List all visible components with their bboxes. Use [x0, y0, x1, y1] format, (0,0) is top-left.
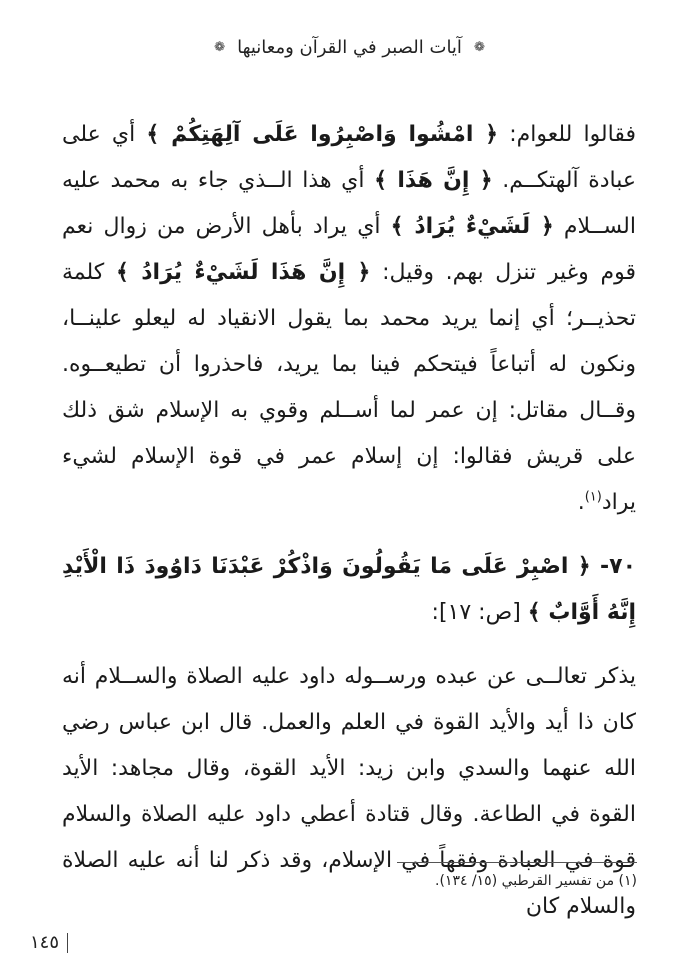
footnote-marker: (١) [584, 489, 602, 505]
page-number-divider [67, 933, 68, 953]
paragraph-commentary [62, 112, 636, 526]
page-number-value: ١٤٥ [30, 932, 60, 953]
quran-quote: ﴿ امْشُوا وَاصْبِرُوا عَلَى آلِهَتِكُمْ ﴾ [146, 122, 499, 147]
text-run: كلمة تحذيــر؛ أي إنما يريد محمد بما يقول الانقياد له ليعلو علينــا، ونكون له أتباعاً فيتحكم فينا بما يريد، فاحذروا أن تطيعــوه. وقــال مقاتل: إن عمر لما أســلم وقوي به الإسلام شق ذلك على قريش فقالوا: إن إسلام عمر في قوة الإسلام لشيء يراد [62, 260, 636, 515]
verse-number: ٧٠- [590, 554, 636, 579]
quran-quote: ﴿ إِنَّ هَذَا ﴾ [374, 168, 493, 193]
text-run: . [577, 490, 585, 515]
verse-reference: [ص: ١٧]: [431, 600, 528, 625]
running-header-title: آيات الصبر في القرآن ومعانيها [237, 36, 462, 58]
quran-quote: ﴿ إِنَّ هَذَا لَشَيْءٌ يُرَادُ ﴾ [115, 260, 371, 285]
header-ornament-left-icon: ❁ [214, 39, 226, 55]
text-run: أي يراد بأهل الأرض من زوال نعم قوم وغير تنزل بهم. وقيل: [62, 214, 637, 285]
verse-heading [62, 544, 636, 636]
text-run: أي على عبادة آلهتكــم. [62, 122, 636, 193]
text-run: فقالوا للعوام: [498, 122, 636, 147]
text-run: أي هذا الــذي جاء به محمد عليه الســلام [62, 168, 636, 239]
paragraph-explanation: يذكر تعالــى عن عبده ورســوله داود عليه الصلاة والســلام أنه كان ذا أيد والأيد القوة في العلم والعمل. قال ابن عباس رضي الله عنهما والسدي وابن زيد: الأيد القوة، وقال مجاهد: الأيد القوة في الطاعة. وقال قتادة أعطي داود عليه الصلاة والسلام قوة في العبادة وفقهاً في الإسلام، وقد ذكر لنا أنه عليه الصلاة والسلام كان [62, 664, 636, 919]
header-ornament-right-icon: ❁ [473, 39, 485, 55]
footnote-divider [397, 862, 637, 863]
page-number [30, 932, 68, 953]
quran-quote: ﴿ لَشَيْءٌ يُرَادُ ﴾ [390, 214, 554, 239]
main-text [62, 112, 636, 930]
quran-verse: ﴿ اصْبِرْ عَلَى مَا يَقُولُونَ وَاذْكُرْ عَبْدَنَا دَاوُودَ ذَا الْأَيْدِ إِنَّهُ أَوَّابٌ ﴾ [62, 554, 636, 625]
running-header [0, 30, 699, 64]
footnote: (١) من تفسير القرطبي (١٥/ ١٣٤). [435, 873, 637, 889]
